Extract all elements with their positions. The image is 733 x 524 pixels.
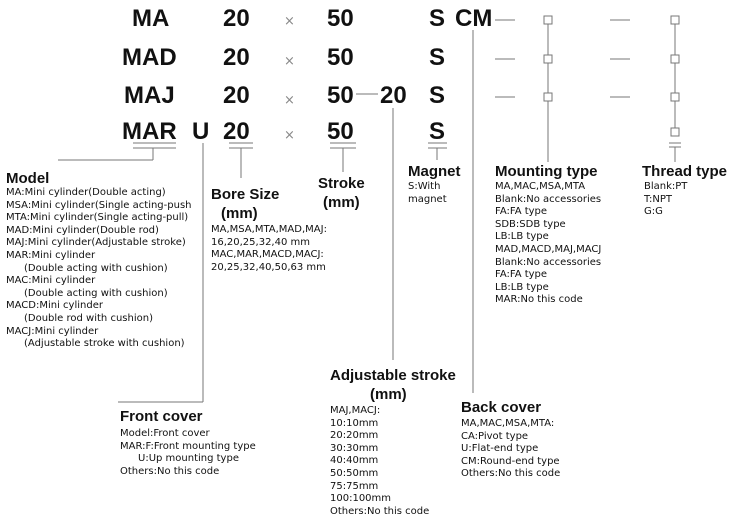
mounting-list	[495, 181, 601, 307]
stroke-title: Stroke	[318, 175, 365, 192]
bore-unit: (mm)	[221, 205, 258, 222]
back-cover-code: CM	[455, 5, 493, 32]
times-sign: ×	[284, 54, 295, 69]
adjustable-line: 100:100mm	[330, 493, 392, 505]
thread-line: Blank:PT	[644, 181, 688, 192]
times-sign: ×	[284, 14, 295, 29]
model-line: (Double acting with cushion)	[24, 287, 168, 299]
bore-list	[211, 224, 327, 274]
front-cover-code: U	[192, 118, 210, 145]
mounting-line: SDB:SDB type	[495, 218, 566, 230]
adjustable-line: MAJ,MACJ:	[330, 405, 381, 416]
bore-line: 20,25,32,40,50,63 mm	[211, 261, 326, 273]
model-line: MACD:Mini cylinder	[6, 300, 103, 312]
adjustable-line: 20:20mm	[330, 430, 379, 442]
model-line: MA:Mini cylinder(Double acting)	[6, 187, 166, 198]
front-cover-line: Model:Front cover	[120, 428, 210, 439]
adjustable-line: 30:30mm	[330, 442, 379, 454]
bore-code: 20	[223, 5, 250, 32]
front-cover-line: Others:No this code	[120, 465, 220, 477]
mounting-box	[544, 55, 552, 63]
model-line: MACJ:Mini cylinder	[6, 325, 99, 337]
bore-title: Bore Size	[211, 186, 280, 203]
back-cover-list	[461, 418, 560, 481]
thread-line: T:NPT	[644, 193, 672, 205]
front-cover-line: U:Up mounting type	[138, 453, 239, 465]
magnet-line: magnet	[408, 193, 447, 205]
mounting-line: MAR:No this code	[495, 294, 583, 306]
stroke-unit: (mm)	[323, 194, 360, 211]
adjustable-unit: (mm)	[370, 386, 407, 403]
back-cover-line: MA,MAC,MSA,MTA:	[461, 418, 555, 429]
adjustable-line: 75:75mm	[330, 480, 379, 492]
bore-code: 20	[223, 82, 250, 109]
stroke-code: 50	[327, 82, 354, 109]
mounting-box	[544, 16, 552, 24]
back-cover-line: CA:Pivot type	[461, 430, 529, 442]
thread-box	[671, 93, 679, 101]
model-line: MAD:Mini cylinder(Double rod)	[6, 224, 159, 236]
back-cover-title: Back cover	[461, 399, 542, 416]
model-line: MAJ:Mini cylinder(Adjustable stroke)	[6, 237, 186, 249]
mounting-line: FA:FA type	[495, 269, 548, 281]
series-code-mar: MAR	[122, 118, 177, 145]
back-cover-line: Others:No this code	[461, 468, 561, 480]
series-code-ma: MA	[132, 5, 170, 32]
magnet-code: S	[429, 82, 446, 109]
model-line: MAC:Mini cylinder	[6, 275, 96, 287]
model-line: MAR:Mini cylinder	[6, 249, 96, 261]
mounting-title: Mounting type	[495, 163, 598, 180]
adjustable-line: 40:40mm	[330, 455, 379, 467]
thread-box	[671, 16, 679, 24]
series-code-maj: MAJ	[124, 82, 175, 109]
times-sign: ×	[284, 93, 295, 108]
magnet-code: S	[429, 118, 446, 145]
front-cover-list	[120, 428, 256, 478]
thread-line: G:G	[644, 206, 663, 218]
mounting-line: MAD,MACD,MAJ,MACJ	[495, 243, 602, 255]
adjustable-stroke-code: 20	[380, 82, 407, 109]
magnet-title: Magnet	[408, 163, 461, 180]
bore-line: MAC,MAR,MACD,MACJ:	[211, 249, 324, 261]
magnet-line: S:With	[408, 181, 441, 192]
model-line: (Double rod with cushion)	[24, 312, 153, 324]
thread-box	[671, 55, 679, 63]
mounting-line: Blank:No accessories	[495, 193, 602, 205]
model-title: Model	[6, 170, 50, 187]
mounting-line: LB:LB type	[495, 281, 549, 293]
stroke-code: 50	[327, 118, 354, 145]
magnet-list	[408, 181, 447, 206]
mounting-line: MA,MAC,MSA,MTA	[495, 181, 586, 192]
bore-line: 16,20,25,32,40 mm	[211, 236, 310, 248]
magnet-code: S	[429, 44, 446, 71]
adjustable-line: 10:10mm	[330, 417, 379, 429]
times-sign: ×	[284, 128, 295, 143]
adjustable-line: 50:50mm	[330, 467, 379, 479]
model-list	[6, 187, 192, 351]
model-line: (Adjustable stroke with cushion)	[24, 338, 185, 350]
mounting-box	[544, 93, 552, 101]
bore-line: MA,MSA,MTA,MAD,MAJ:	[211, 224, 327, 235]
model-line: (Double acting with cushion)	[24, 262, 168, 274]
series-code-mad: MAD	[122, 44, 177, 71]
model-line: MSA:Mini cylinder(Single acting-push	[6, 199, 192, 211]
front-cover-line: MAR:F:Front mounting type	[120, 440, 256, 452]
thread-box	[671, 128, 679, 136]
bore-code: 20	[223, 118, 250, 145]
thread-title: Thread type	[642, 163, 728, 180]
bore-code: 20	[223, 44, 250, 71]
back-cover-line: U:Flat-end type	[461, 443, 539, 455]
model-line: MTA:Mini cylinder(Single acting-pull)	[6, 212, 189, 224]
stroke-code: 50	[327, 5, 354, 32]
thread-list	[644, 181, 687, 219]
stroke-code: 50	[327, 44, 354, 71]
magnet-code: S	[429, 5, 446, 32]
front-cover-title: Front cover	[120, 408, 203, 425]
adjustable-title: Adjustable stroke	[330, 367, 456, 384]
mounting-line: LB:LB type	[495, 231, 549, 243]
mounting-line: FA:FA type	[495, 206, 548, 218]
back-cover-line: CM:Round-end type	[461, 455, 560, 467]
mounting-line: Blank:No accessories	[495, 256, 602, 268]
adjustable-list	[330, 405, 429, 518]
adjustable-line: Others:No this code	[330, 505, 430, 517]
